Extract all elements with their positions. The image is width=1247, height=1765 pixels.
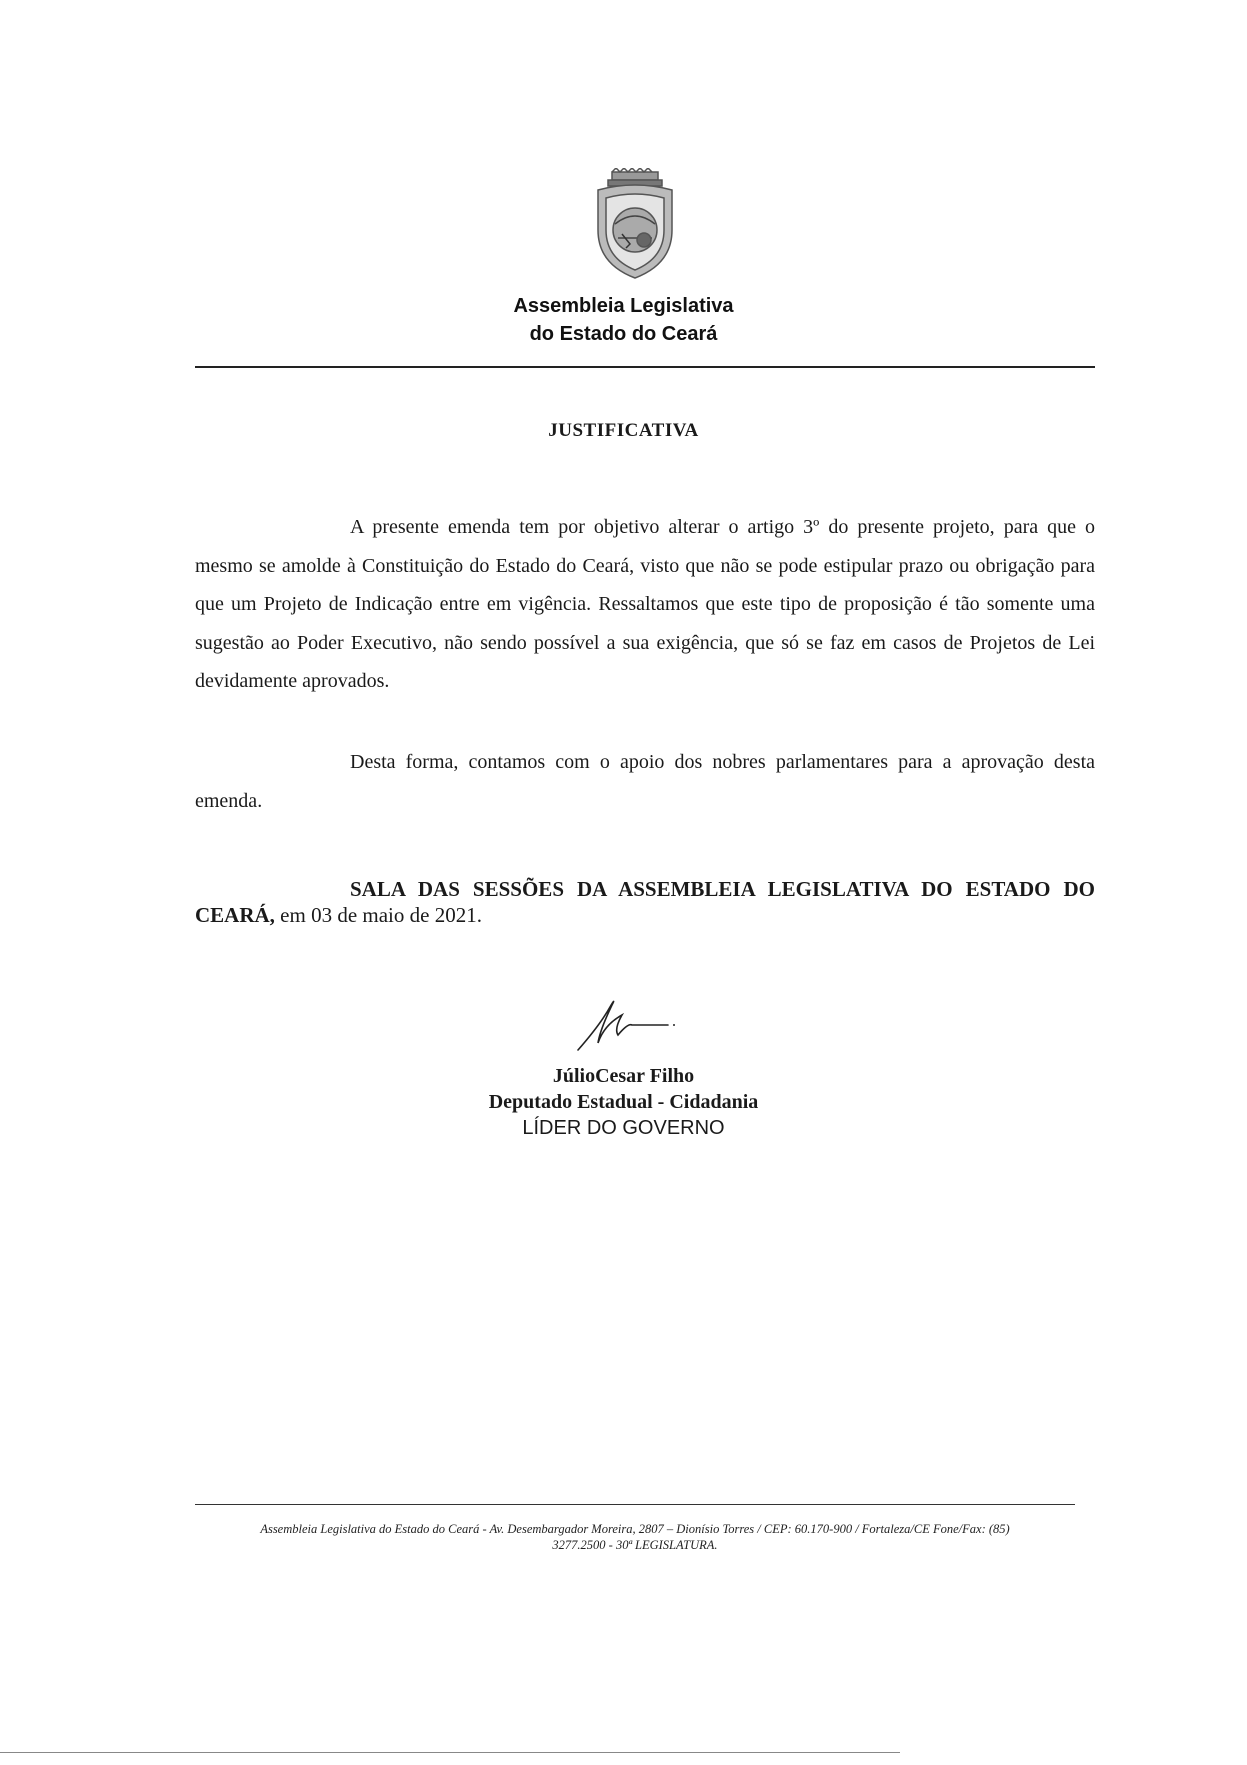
closing-statement bbox=[195, 876, 1095, 928]
organization-header bbox=[0, 292, 1247, 348]
footer-address: Assembleia Legislativa do Estado do Ceará - Av. Desembargador Moreira, 2807 – Dionísio Torres / CEP: 60.170-900 / Fortaleza/CE Fone/Fax: (85) bbox=[260, 1522, 1010, 1536]
state-coat-of-arms-icon bbox=[590, 168, 680, 280]
closing-location: SALA DAS SESSÕES DA ASSEMBLEIA LEGISLATIVA DO ESTADO DO CEARÁ, bbox=[195, 877, 1095, 927]
closing-date: em 03 de maio de 2021. bbox=[274, 903, 482, 927]
paragraph-2-text: Desta forma, contamos com o apoio dos nobres parlamentares para a aprovação desta emenda. bbox=[195, 751, 1095, 812]
justification-paragraph-1 bbox=[195, 508, 1095, 701]
justification-paragraph-2 bbox=[195, 743, 1095, 820]
page-footer bbox=[190, 1521, 1080, 1553]
footer-divider bbox=[195, 1504, 1075, 1505]
document-title: JUSTIFICATIVA bbox=[548, 420, 699, 441]
header-divider bbox=[195, 366, 1095, 368]
org-name-line2: do Estado do Ceará bbox=[529, 323, 718, 345]
signer-name: JúlioCesar Filho bbox=[552, 1065, 695, 1087]
signer-block bbox=[0, 1063, 1247, 1141]
org-name-line1: Assembleia Legislativa bbox=[513, 295, 734, 317]
signer-role: LÍDER DO GOVERNO bbox=[522, 1117, 725, 1139]
handwritten-signature bbox=[570, 995, 680, 1055]
paragraph-1-text: A presente emenda tem por objetivo alterar o artigo 3º do presente projeto, para que o mesmo se amolde à Constituição do Estado do Ceará, visto que não se pode estipular prazo ou obrigação para que um Projeto de Indicação entre em vigência. Ressaltamos que este tipo de proposição é tão somente uma sugestão ao Poder Executivo, não sendo possível a sua exigência, que só se faz em casos de Projetos de Lei devidamente aprovados. bbox=[195, 516, 1095, 692]
page-bottom-line bbox=[0, 1752, 900, 1753]
signer-position: Deputado Estadual - Cidadania bbox=[488, 1091, 759, 1113]
footer-phone-legislature: 3277.2500 - 30ª LEGISLATURA. bbox=[552, 1538, 718, 1552]
